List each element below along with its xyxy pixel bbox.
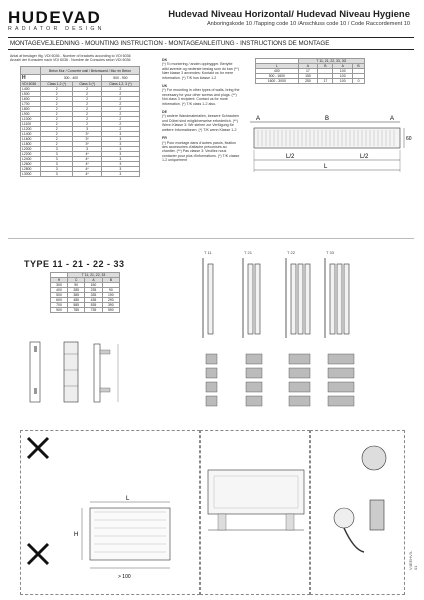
table-cell: L1100 [21, 122, 41, 127]
radiator-panel [291, 264, 296, 334]
table-header: 500 - 900 [101, 75, 139, 82]
radiator-panel [298, 264, 303, 334]
instruction-banner: MONTAGEVEJLEDNING - MOUNTING INSTRUCTION - MONTAGEANLEITUNG - INSTRUCTIONS DE MONTAGE [8, 37, 414, 50]
table-header: A [298, 64, 318, 69]
table-cell: 3 [73, 147, 101, 152]
table-cell: L2800 [21, 167, 41, 172]
table-cell: 2 [40, 102, 73, 107]
valve-detail-drawing [314, 440, 404, 580]
table-cell: 2 [101, 112, 139, 117]
table-cell: 400 [256, 69, 299, 74]
bracket-detail [328, 396, 354, 406]
table-header: T 11, 21, 22, 33 [68, 273, 120, 278]
table-cell: 3* [73, 137, 101, 142]
table-header: VDI 6036 [21, 82, 41, 87]
table-cell: L1800 [21, 142, 41, 147]
document-title: Hudevad Niveau Horizontal/ Hudevad Niveau Hygiene [168, 9, 410, 20]
table-row [51, 308, 120, 313]
bracket-detail [206, 396, 217, 406]
table-cell: 390 [102, 303, 119, 308]
table-cell: 485 [68, 298, 85, 303]
bracket-detail [246, 382, 262, 392]
radiator-panel [305, 264, 310, 334]
brand-tagline: RADIATOR DESIGN [8, 26, 105, 32]
note-block [162, 58, 240, 80]
table-cell: 4* [73, 162, 101, 167]
intro-line: Antal af beslager iflg. VDI 6036 - Number of brackets according to VDI 6036 [10, 54, 131, 58]
bracket-detail [206, 368, 217, 378]
table-cell: 190 [102, 293, 119, 298]
table-header: B [102, 278, 119, 283]
dim-label-min-distance: > 100 [118, 574, 131, 580]
table-cell: 90 [102, 288, 119, 293]
table-cell: 335 [85, 293, 102, 298]
dim-label-half-length: L/2 [360, 154, 369, 160]
note-text: (*) Pour montage dans d'autres parois, fixation des accessoires d'attache préconisés au chantier. (**) Pas classe 3: Veuillez nous contacter pour plus d'informations. (*) T/K classe 1-2 uniquement [162, 140, 240, 163]
table-header: B [353, 64, 365, 69]
table-cell: 2 [101, 92, 139, 97]
table-cell: 2 [40, 132, 73, 137]
table-cell: 500 - 1600 [256, 74, 299, 79]
table-cell: 300 [51, 283, 68, 288]
intro-text [10, 54, 160, 63]
table-cell: 3 [40, 152, 73, 157]
type-label: T 33 [326, 250, 334, 255]
table-cell: 4* [73, 167, 101, 172]
table-cell: 900 [51, 308, 68, 313]
table-cell: 1600 - 3000 [256, 79, 299, 84]
dim-label-a: A [390, 116, 395, 122]
table-cell: 17 [298, 69, 318, 74]
table-row [21, 172, 140, 177]
note-block [162, 84, 240, 106]
table-cell: 400 [51, 288, 68, 293]
table-cell: 3 [101, 172, 139, 177]
type-heading: TYPE 11 - 21 - 22 - 33 [24, 259, 125, 269]
table-cell: 2 [73, 102, 101, 107]
bracket-detail [289, 382, 310, 392]
table-cell: 2 [73, 112, 101, 117]
table-cell: 600 [51, 298, 68, 303]
table-cell: 3 [101, 147, 139, 152]
table-cell: 2 [101, 117, 139, 122]
table-cell: 2 [101, 97, 139, 102]
table-cell: 150 [298, 74, 318, 79]
bracket-detail [246, 396, 262, 406]
table-cell: 3* [73, 142, 101, 147]
table-header: H [51, 278, 68, 283]
notes-column [162, 58, 240, 167]
table-cell: 3 [101, 167, 139, 172]
table-cell: 290 [102, 298, 119, 303]
table-cell: L1000 [21, 117, 41, 122]
brand-logo: HUDEVAD [8, 8, 102, 27]
radiator-panel [344, 264, 349, 334]
radiator-front-drawing [204, 440, 308, 580]
intro-line: Anzahl der Konsolen nach VDI 6036 - Nombre de Consoles selon VDI 6036 [10, 58, 131, 63]
table-header: T 11, 21, 22, 33, 3G [298, 59, 364, 64]
table-cell: 2 [40, 97, 73, 102]
table-cell: 2 [101, 102, 139, 107]
table-cell: 0 [353, 79, 365, 84]
table-cell: 17 [318, 79, 333, 84]
note-block [162, 110, 240, 132]
table-cell: 3 [101, 162, 139, 167]
table-cell: L600 [21, 97, 41, 102]
table-cell: L900 [21, 112, 41, 117]
table-cell: 785 [68, 308, 85, 313]
type-side-drawing [322, 258, 362, 428]
table-cell: 4* [73, 157, 101, 162]
table-cell: 2 [40, 107, 73, 112]
table-cell: 2 [40, 127, 73, 132]
table-cell: 100 [333, 79, 353, 84]
table-cell: 4* [73, 172, 101, 177]
type-label: T 21 [244, 250, 252, 255]
radiator-dimension-drawing [250, 108, 410, 180]
table-cell: 3 [101, 157, 139, 162]
table-header: A [85, 278, 102, 283]
table-cell: 2 [73, 92, 101, 97]
type-side-drawing [240, 258, 280, 428]
table-cell: 500 [51, 293, 68, 298]
dim-label-length: L [324, 164, 328, 170]
table-header: 300 - 400 [40, 75, 101, 82]
bracket-side-view [28, 340, 128, 410]
table-cell: L2400 [21, 157, 41, 162]
table-cell: 2 [40, 122, 73, 127]
table-header: L [256, 64, 299, 69]
table-cell: 2 [73, 87, 101, 92]
table-cell: 2 [40, 112, 73, 117]
bracket-detail [328, 354, 354, 364]
type-side-drawing [200, 258, 240, 428]
spacing-table [255, 58, 365, 84]
table-cell: L700 [21, 102, 41, 107]
type-label: T 22 [287, 250, 295, 255]
table-header: C [68, 278, 85, 283]
note-text: (*) To montering / anden oppbygger. Benytte altid øverste og nederste beslag som du kan (**) Nær klasse 3 anvendes: Kontakt os for mere information. (*) T/K hos klasse 1-2 [162, 62, 239, 80]
type-label: T 11 [204, 250, 212, 255]
table-cell: L400 [21, 87, 41, 92]
table-cell: 3 [40, 172, 73, 177]
table-cell: 2 [101, 107, 139, 112]
table-cell: L500 [21, 92, 41, 97]
note-code: FR [162, 136, 167, 141]
table-cell: 2 [101, 127, 139, 132]
table-header: Class 1,2, 3 (*) [101, 82, 139, 87]
table-cell: L2600 [21, 162, 41, 167]
table-cell: 435 [85, 298, 102, 303]
table-cell: 3 [101, 137, 139, 142]
table-cell: 590 [102, 308, 119, 313]
wall-mount-drawing [22, 432, 198, 592]
table-cell: 250 [298, 79, 318, 84]
table-cell: 3 [40, 147, 73, 152]
radiator-panel [337, 264, 342, 334]
table-cell: L3000 [21, 172, 41, 177]
bracket-detail [206, 354, 217, 364]
table-header: H [21, 75, 41, 82]
note-text: (*) For mounting in other types of walls, bring the necessary for your other screws and plugs. (**) Not class 3 recipient: Contact us for more information. (*) T/K class 1-2 also. [162, 88, 240, 106]
table-cell: 385 [68, 293, 85, 298]
bracket-detail [328, 382, 354, 392]
radiator-panel [330, 264, 335, 334]
type-table [50, 272, 120, 313]
note-code: UK [162, 84, 168, 89]
bracket-detail [289, 368, 310, 378]
bracket-detail [289, 354, 310, 364]
table-cell: 3 [101, 142, 139, 147]
table-cell: 2 [73, 122, 101, 127]
bracket-detail [328, 368, 354, 378]
note-code: DE [162, 110, 167, 115]
table-cell: 585 [68, 303, 85, 308]
table-header: Class 1,2 (*) [40, 82, 73, 87]
table-cell: 4* [73, 152, 101, 157]
table-cell: 3 [40, 157, 73, 162]
table-cell: 2 [40, 142, 73, 147]
table-cell: 2 [73, 97, 101, 102]
radiator-panel [208, 264, 213, 334]
table-cell: 2 [40, 87, 73, 92]
table-cell: L2000 [21, 147, 41, 152]
table-cell: L800 [21, 107, 41, 112]
table-header: Class 3 (*) [73, 82, 101, 87]
type-side-drawing [283, 258, 323, 428]
table-cell: 100 [333, 69, 353, 74]
table-cell: 3 [73, 127, 101, 132]
bracket-table [20, 66, 140, 177]
document-subtitle: Anboringskode 10 /Tapping code 10 /Anschluss code 10 / Code Raccordement 10 [206, 21, 410, 27]
table-cell: L1400 [21, 132, 41, 137]
table-cell: 735 [85, 308, 102, 313]
bracket-detail [246, 368, 262, 378]
table-cell: L1600 [21, 137, 41, 142]
table-cell: L2200 [21, 152, 41, 157]
note-block [162, 136, 240, 162]
table-cell: 2 [40, 137, 73, 142]
section-divider [8, 238, 414, 239]
dim-label-a: A [256, 116, 261, 122]
dim-label-half-length: L/2 [286, 154, 295, 160]
table-cell: 100 [333, 74, 353, 79]
table-cell: 2 [101, 122, 139, 127]
table-cell: L1200 [21, 127, 41, 132]
radiator-panel [255, 264, 260, 334]
table-cell: 3 [101, 152, 139, 157]
dim-label-b: B [325, 116, 330, 122]
table-cell: 535 [85, 303, 102, 308]
table-cell: 700 [51, 303, 68, 308]
radiator-panel [248, 264, 253, 334]
note-text: (*) andere Wandmaterialien, bessere Schrauben und Dübel sind möglicherweise erforderlich. (**) Wenn Klasse 3: Wir stehen zur Verfügung für weitere Informationen. (*) T/K wenn Klasse 1-2 [162, 114, 239, 132]
table-cell: 150 [85, 283, 102, 288]
note-code: DK [162, 58, 168, 62]
bracket-detail [246, 354, 262, 364]
table-cell: 2 [73, 117, 101, 122]
table-cell: 285 [68, 288, 85, 293]
bracket-detail [206, 382, 217, 392]
table-cell: 3* [73, 132, 101, 137]
table-cell: 2 [40, 117, 73, 122]
dim-label-height: H [74, 532, 79, 538]
dim-label-height: 60 [406, 136, 412, 142]
table-cell: 3 [40, 162, 73, 167]
table-header: Beton Mur / Concrete wall / Betonwand / Mur en Beton [40, 67, 139, 75]
table-cell: 2 [73, 107, 101, 112]
table-cell: 3 [40, 167, 73, 172]
bracket-detail [289, 396, 310, 406]
table-header: A [333, 64, 353, 69]
document-code: V4EEHV3-01 [408, 550, 418, 570]
table-cell: 3 [101, 132, 139, 137]
table-header: B [318, 64, 333, 69]
table-cell: 90 [68, 283, 85, 288]
dim-label-length: L [126, 496, 130, 502]
table-cell: 235 [85, 288, 102, 293]
table-cell: 2 [40, 92, 73, 97]
table-cell: 2 [101, 87, 139, 92]
table-cell [21, 67, 41, 75]
table-row [256, 79, 365, 84]
